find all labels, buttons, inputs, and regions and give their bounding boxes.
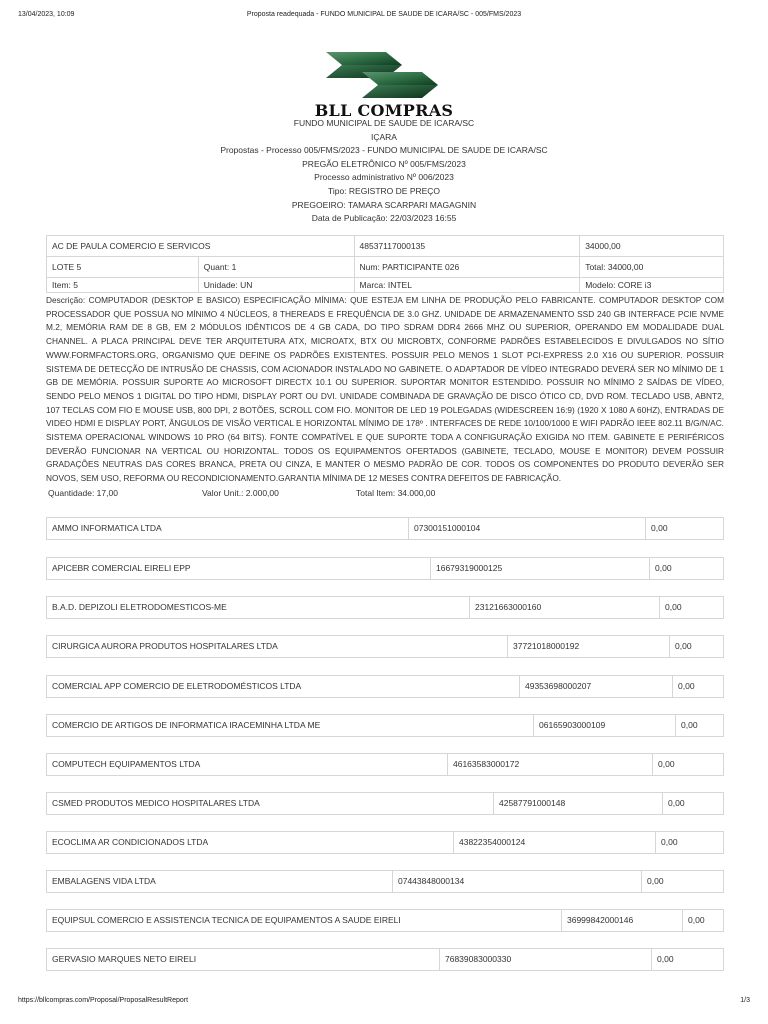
- bidder-row: [46, 792, 724, 815]
- print-footer: [18, 997, 750, 1009]
- bidder-cnpj: 23121663000160: [469, 597, 659, 618]
- bidder-cnpj: 07300151000104: [408, 518, 645, 539]
- bidder-value: 0,00: [672, 676, 723, 697]
- bidder-name: AMMO INFORMATICA LTDA: [52, 523, 162, 533]
- bidder-value: 0,00: [675, 715, 723, 736]
- print-datetime: 13/04/2023, 10:09: [18, 11, 75, 18]
- bidder-value: 0,00: [655, 832, 723, 853]
- bidder-name: CSMED PRODUTOS MEDICO HOSPITALARES LTDA: [52, 798, 260, 808]
- process-info: [0, 117, 768, 226]
- bidder-name: APICEBR COMERCIAL EIRELI EPP: [52, 563, 191, 573]
- bidder-value: 0,00: [659, 597, 723, 618]
- bidder-row: [46, 714, 724, 737]
- bidder-name: B.A.D. DEPIZOLI ELETRODOMESTICOS-ME: [52, 602, 227, 612]
- lot-model: Modelo: CORE i3: [580, 278, 724, 293]
- bidder-value: 0,00: [651, 949, 723, 970]
- lot-item: Item: 5: [47, 278, 199, 293]
- bidder-cnpj: 06165903000109: [533, 715, 675, 736]
- print-url[interactable]: https://bllcompras.com/Proposal/ProposalResultReport: [18, 997, 189, 1004]
- total-item: Total Item: 34.000,00: [356, 488, 436, 498]
- bidder-cnpj: 36999842000146: [561, 910, 682, 931]
- print-header: [18, 11, 750, 23]
- bidder-row: [46, 831, 724, 854]
- info-organ: FUNDO MUNICIPAL DE SAUDE DE ICARA/SC: [293, 118, 475, 128]
- bidder-row: [46, 870, 724, 893]
- bidder-name: COMPUTECH EQUIPAMENTOS LTDA: [52, 759, 201, 769]
- bidder-row: [46, 675, 724, 698]
- brand-name: BLL COMPRAS: [314, 101, 454, 120]
- bidder-value: 0,00: [669, 636, 723, 657]
- lot-cnpj: 48537117000135: [354, 236, 580, 257]
- lot-item-row: [47, 278, 724, 293]
- info-pregoeiro: PREGOEIRO: TAMARA SCARPARI MAGAGNIN: [291, 199, 477, 210]
- bidder-cnpj: 07443848000134: [392, 871, 641, 892]
- lot-quant: Quant: 1: [198, 257, 354, 278]
- bidder-row: [46, 517, 724, 540]
- unit-value: Valor Unit.: 2.000,00: [202, 488, 279, 498]
- bidder-name: CIRURGICA AURORA PRODUTOS HOSPITALARES LTDA: [52, 641, 278, 651]
- bidder-value: 0,00: [645, 518, 723, 539]
- bidder-value: 0,00: [641, 871, 723, 892]
- bidder-value: 0,00: [649, 558, 723, 579]
- item-description: Descrição: COMPUTADOR (DESKTOP E BASICO) ESPECIFICAÇÃO MÍNIMA: QUE ESTEJA EM LINHA DE PRODUÇÃO PELO FABRICANTE. COMPUTADOR DESKTOP COM PROCESSADOR QUE POSSUA NO MÍNIMO 4 NÚCLEOS, 8 THEREADS E FREQUÊNCIA DE 3.0 GHZ. UNIDADE DE ARMAZENAMENTO SSD 240 GB INTERFACE PCIE NVME M.2, MEMÓRIA RAM DE 8 GB, EM 2 MÓDULOS IDÊNTICOS DE 4 GB CADA, DO TIPO SDRAM DDR4 2666 MHZ OU SUPERIOR, OPERANDO EM MODALIDADE DUAL CHANNEL. A PLACA PRINCIPAL DEVE TER ARQUITETURA ATX, MICROATX, BTX OU MICROBTX, CONFORME PADRÕES ESTABELECIDOS E DIVULGADOS NO SÍTIO WWW.FORMFACTORS.ORG, ORGANISMO QUE DEFINE OS PADRÕES EXISTENTES. POSSUIR PELO MENOS 1 SLOT PCI-EXPRESS 2.0 X16 OU SUPERIOR. POSSUIR SISTEMA DE DETECÇÃO DE INTRUSÃO DE CHASSIS, COM ACIONADOR INSTALADO NO GABINETE. O ADAPTADOR DE VÍDEO INTEGRADO DEVERÁ SER NO MÍNIMO DE 1 GB DE MEMÓRIA. POSSUIR SUPORTE AO MICROSOFT DIRECTX 10.1 OU SUPERIOR. SUPORTAR MONITOR ESTENDIDO. POSSUIR NO MÍNIMO 2 SAÍDAS DE VÍDEO, SENDO PELO MENOS 1 DIGITAL DO TIPO HDMI, DISPLAY PORT OU DVI. UNIDADE COMBINADA DE GRAVAÇÃO DE DISCO ÓTICO CD, DVD ROM. TECLADO USB, ABNT2, 107 TECLAS COM FIO E MOUSE USB, 800 DPI, 2 BOTÕES, SCROLL COM FIO. MONITOR DE LED 19 POLEGADAS (WIDESCREEN 16:9) (1920 X 1080 A 60HZ), ENTRADAS DE VIDEO HDMI E DISPLAY PORT, ÂNGULOS DE VISÃO VERTICAL E HORIZONTAL MÍNIMO DE 178º . INTERFACES DE REDE 10/100/1000 E WIFI PADRÃO IEEE 802.11 B/G/N/AC. SISTEMA OPERACIONAL WINDOWS 10 PRO (64 BITS). FONTE COMPATÍVEL E QUE SUPORTE TODA A CONFIGURAÇÃO EXIGIDA NO ITEM. GABINETE E PERIFÉRICOS DEVERÃO FUNCIONAR NA VERTICAL OU HORIZONTAL. TODOS OS EQUIPAMENTOS OFERTADOS (GABINETE, TECLADO, MOUSE E MONITOR) DEVEM POSSUIR GRADAÇÕES NEUTRAS DAS CORES BRANCA, PRETA OU CINZA, E MANTER O MESMO PADRÃO DE COR. TODOS OS COMPONENTES DO PRODUTO DEVERÃO SER NOVOS, SEM USO, REFORMA OU RECONDICIONAMENTO.GARANTIA MÍNIMA DE 12 MESES CONTRA DEFEITOS DE FABRICAÇÃO.: [46, 295, 724, 484]
- info-publication-date: Data de Publicação: 22/03/2023 16:55: [311, 213, 457, 224]
- bidder-value: 0,00: [682, 910, 723, 931]
- info-type: Tipo: REGISTRO DE PREÇO: [327, 185, 441, 196]
- lot-number: LOTE 5: [47, 257, 199, 278]
- lot-total: Total: 34000,00: [580, 257, 724, 278]
- bidder-cnpj: 42587791000148: [493, 793, 662, 814]
- lot-participant: Num: PARTICIPANTE 026: [354, 257, 580, 278]
- quantity: Quantidade: 17,00: [48, 488, 118, 498]
- bll-arrows-logo-icon: [320, 48, 444, 102]
- bidder-name: COMERCIO DE ARTIGOS DE INFORMATICA IRACEMINHA LTDA ME: [52, 720, 321, 730]
- lot-summary-row: [47, 257, 724, 278]
- lot-unit: Unidade: UN: [198, 278, 354, 293]
- bidder-name: ECOCLIMA AR CONDICIONADOS LTDA: [52, 837, 209, 847]
- bidder-name: EMBALAGENS VIDA LTDA: [52, 876, 156, 886]
- bidder-cnpj: 49353698000207: [519, 676, 672, 697]
- info-admin-process: Processo administrativo Nº 006/2023: [314, 172, 454, 183]
- bidder-cnpj: 43822354000124: [453, 832, 655, 853]
- info-pregao: PREGÃO ELETRÔNICO Nº 005/FMS/2023: [302, 158, 466, 169]
- bidder-row: [46, 753, 724, 776]
- print-title: Proposta readequada - FUNDO MUNICIPAL DE SAUDE DE ICARA/SC - 005/FMS/2023: [246, 11, 522, 18]
- info-city: IÇARA: [371, 131, 397, 142]
- lot-table: [46, 235, 724, 293]
- lot-company: AC DE PAULA COMERCIO E SERVICOS: [47, 236, 355, 257]
- quantity-row: [46, 488, 724, 501]
- bidder-row: [46, 948, 724, 971]
- bidder-cnpj: 76839083000330: [439, 949, 651, 970]
- bidder-cnpj: 16679319000125: [430, 558, 649, 579]
- bidder-cnpj: 46163583000172: [447, 754, 652, 775]
- bidder-row: [46, 557, 724, 580]
- bidder-cnpj: 37721018000192: [507, 636, 669, 657]
- bidder-name: COMERCIAL APP COMERCIO DE ELETRODOMÉSTICOS LTDA: [52, 681, 302, 691]
- lot-brand: Marca: INTEL: [354, 278, 580, 293]
- page-number: 1/3: [740, 997, 750, 1004]
- bidder-value: 0,00: [662, 793, 723, 814]
- bidder-row: [46, 635, 724, 658]
- lot-value: 34000,00: [580, 236, 724, 257]
- info-process: Propostas - Processo 005/FMS/2023 - FUNDO MUNICIPAL DE SAUDE DE ICARA/SC: [220, 145, 548, 156]
- bidder-row: [46, 596, 724, 619]
- bidder-row: [46, 909, 724, 932]
- bidder-name: GERVASIO MARQUES NETO EIRELI: [52, 954, 197, 964]
- bidder-name: EQUIPSUL COMERCIO E ASSISTENCIA TECNICA DE EQUIPAMENTOS A SAUDE EIRELI: [52, 915, 401, 925]
- bidder-value: 0,00: [652, 754, 723, 775]
- lot-company-row: [47, 236, 724, 257]
